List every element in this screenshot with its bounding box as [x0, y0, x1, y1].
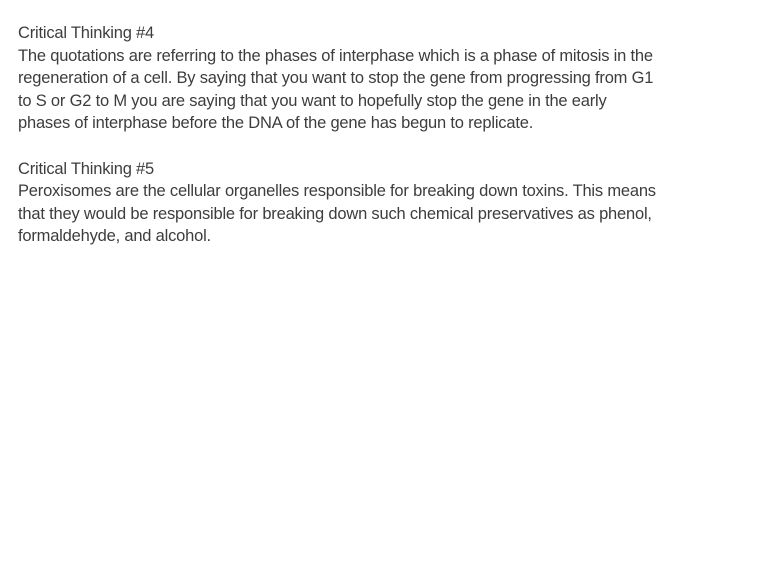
body-line: phases of interphase before the DNA of the gene has begun to replicate.: [18, 114, 534, 133]
body-line: Peroxisomes are the cellular organelles responsible for breaking down toxins. This means: [18, 182, 656, 201]
section-heading: Critical Thinking #4: [18, 24, 155, 42]
body-line: regeneration of a cell. By saying that you want to stop the gene from progressing from G1: [18, 69, 654, 88]
critical-thinking-5-section: [18, 158, 750, 248]
critical-thinking-4-section: [18, 22, 750, 135]
body-line: The quotations are referring to the phases of interphase which is a phase of mitosis in the: [18, 46, 653, 65]
body-line: to S or G2 to M you are saying that you want to hopefully stop the gene in the early: [18, 91, 607, 110]
section-heading: Critical Thinking #5: [18, 159, 155, 178]
body-line: that they would be responsible for breaking down such chemical preservatives as phenol,: [18, 204, 652, 223]
body-line: formaldehyde, and alcohol.: [18, 227, 211, 246]
